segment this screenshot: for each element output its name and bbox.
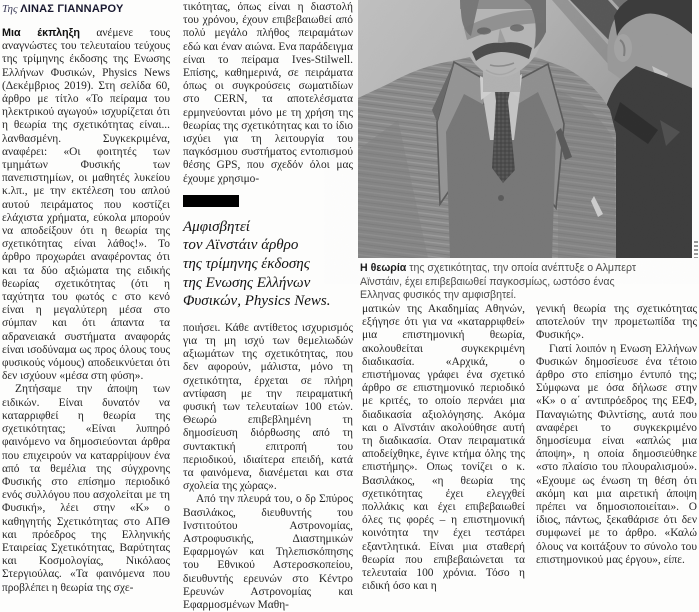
photo-caption-text: της σχετικότητας, την οποία ανέπτυξε ο Αλμπερτ Αϊνστάιν, έχει επιβεβαιωθεί παγκοσμίως, ωστόσο ένας Ελληνας φυσικός την αμφισβητεί.: [360, 262, 637, 302]
article-column-2: [183, 1, 353, 612]
paragraph: γενική θεωρία της σχετικότητας αποτελούν την προμετωπίδα της Φυσικής».: [536, 303, 697, 342]
lead-in: Μια έκπληξη: [2, 27, 80, 39]
paragraph: [2, 27, 170, 383]
paragraph-text: ανέμενε τους αναγνώστες του τελευταίου τεύχους της τρίμηνης έκδοσης της Ενωσης Ελλήνων Φυσικών, Physics News (Δεκέμβριος 2019). Στη σελίδα 60, άρθρο με τίτλο «Το πείραμα του ηλεκτρικού αγωγού» ισχυρίζεται ότι η θεωρία της σχετικότητας είναι... λανθασμένη. Συγκεκριμένα, αναφέρει: «Οι φοιτητές των τμημάτων Φυσικής των πανεπιστημίων, οι μαθητές λυκείου κ.λπ., με την εκτέλεση του απλού αυτού πειράματος που κοστίζει ελάχιστα χρήματα, εύκολα μπορούν να αποδείξουν ότι η θεωρία της σχετικότητας είναι λάθος!». Το άρθρο προχωράει αναφέροντας ότι και τα δύο αξιώματα της ειδικής θεωρίας σχετικότητας (ότι η ταχύτητα του φωτός c στο κενό είναι η μεγαλύτερη μέσα στο σύμπαν και ότι άπαντα τα αδρανειακά συστήματα αναφοράς είναι ισοδύναμα ως προς όλους τους φυσικούς νόμους) αποδεικνύεται ότι δεν ισχύουν «μέσα στη φύση».: [2, 27, 170, 383]
einstein-photo-graphic: [358, 0, 692, 258]
article-column-1: [2, 27, 170, 594]
pull-quote: [183, 195, 353, 311]
paragraph: τικότητας, όπως είναι η διαστολή του χρόνου, έχουν επιβεβαιωθεί από πολύ μεγάλο πλήθος πειραμάτων εδώ και έναν αιώνα. Ενα παράδειγμα είναι το πείραμα Ives-Stilwell. Επίσης, καθημερινά, σε πειράματα όπως οι συγκρούσεις σωματιδίων στο CERN, τα αποτελέσματα ερμηνεύονται μόνο με τη χρήση της θεωρίας της σχετικότητας και το ίδιο ισχύει για τη λειτουργία του παγκόσμιου συστήματος εντοπισμού θέσης GPS, που σχεδόν όλοι μας έχουμε χρησιμο-: [183, 1, 353, 185]
paragraph: Ζητήσαμε την άποψη των ειδικών. Είναι δυνατόν να καταρριφθεί η θεωρία της σχετικότητας; «Είναι λυπηρό φαινόμενο να δημοσιεύονται άρθρα που επιχειρούν να καταρρίψουν ένα από τα θεμέλια της σύγχρονης Φυσικής στο επίσημο περιοδικό ενός συλλόγου που ασχολείται με τη Φυσική», λέει στην «Κ» ο καθηγητής Σχετικότητας στο ΑΠΘ και πρόεδρος της Ελληνικής Εταιρείας Σχετικότητας, Βαρύτητας και Κοσμολογίας, Νικόλαος Στεργιούλας. «Τα φαινόμενα που προβλέπει η θεωρία της σχε-: [2, 383, 170, 594]
byline-prefix: Της: [2, 3, 18, 15]
pull-quote-bar: [183, 195, 239, 207]
paragraph: ποιήσει. Κάθε αντίθετος ισχυρισμός για τη μη ισχύ των θεμελιωδών αξιωμάτων της σχετικότητας, που δεν αφορούν, μάλιστα, μόνο τη σχετικότητα, έρχεται σε πλήρη αντίφαση με την πειραματική φυσική των τελευταίων 100 ετών. Θεωρώ επιβεβλημένη τη δημοσίευση διόρθωσης από τη συντακτική επιτροπή του περιοδικού, ιδιαίτερα επειδή, κατά τα φαινόμενα, διανέμεται και στα σχολεία της χώρας».: [183, 321, 353, 493]
photo-caption-lead: Η θεωρία: [360, 262, 407, 274]
photo-credit-mark: [694, 241, 698, 258]
paragraph: Από την πλευρά του, ο δρ Σπύρος Βασιλάκος, διευθυντής του Ινστιτούτου Αστρονομίας, Αστροφυσικής, Διαστημικών Εφαρμογών και Τηλεπισκόπησης του Εθνικού Αστεροσκοπείου, διευθυντής ερευνών στο Κέντρο Ερευνών Αστρονομίας και Εφαρμοσμένων Μαθη-: [183, 493, 353, 612]
photo-caption: [360, 262, 656, 303]
byline-author: ΛΙΝΑΣ ΓΙΑΝΝΑΡΟΥ: [20, 3, 124, 15]
article-column-4: [536, 303, 697, 569]
article-column-3: [362, 303, 525, 593]
paragraph: Γιατί λοιπόν η Ενωση Ελλήνων Φυσικών δημοσίευσε ένα τέτοιο άρθρο στο επίσημο έντυπό της; Σύμφωνα με όσα δήλωσε στην «Κ» ο α΄ αντιπρόεδρος της ΕΕΦ, Παναγιώτης Φιλντίσης, αυτά που αναφέρει το συγκεκριμένο δημοσίευμα είναι «απλώς μια άποψη», η οποία δημοσιεύθηκε «στο πλαίσιο του πλουραλισμού». «Εχουμε ως ένωση τη θέση ότι ακόμη και μια αιρετική άποψη πρέπει να δημοσιοποιείται». Ο ίδιος, πάντως, ξεκαθάρισε ότι δεν συμφωνεί με το άρθρο. «Καλώ όλους να κοιτάξουν το σύνολο του επιστημονικού μας έργου», είπε.: [536, 342, 697, 566]
pull-quote-text: Αμφισβητεί τον Αϊνστάιν άρθρο της τρίμηνης έκδοσης της Ενωσης Ελλήνων Φυσικών, Physics News.: [183, 218, 331, 310]
byline: [2, 3, 124, 15]
einstein-photo: [358, 0, 692, 258]
paragraph: ματικών της Ακαδημίας Αθηνών, εξήγησε ότι για να «καταρριφθεί» μια επιστημονική θεωρία, ακολουθείται συγκεκριμένη διαδικασία. «Αρχικά, ο επιστήμονας γράφει ένα σχετικό άρθρο σε επιστημονικό περιοδικό με κριτές, το οποίο περνάει μια διαδικασία αξιολόγησης. Ακόμα και ο Αϊνστάιν ακολούθησε αυτή τη διαδικασία. Οταν πειραματικά αποδείχθηκε, έγινε κτήμα όλης της επιστήμης». Οπως τονίζει ο κ. Βασιλάκος, «η θεωρία της σχετικότητας έχει ελεγχθεί πολλάκις και έχει επιβεβαιωθεί όλες τις φορές – η επιστημονική κοινότητα την έχει τεστάρει εξαντλητικά. Είναι μια σταθερή θεωρία που επιβεβαιώνεται τα τελευταία 100 χρόνια. Τόσο η ειδική όσο και η: [362, 303, 525, 593]
